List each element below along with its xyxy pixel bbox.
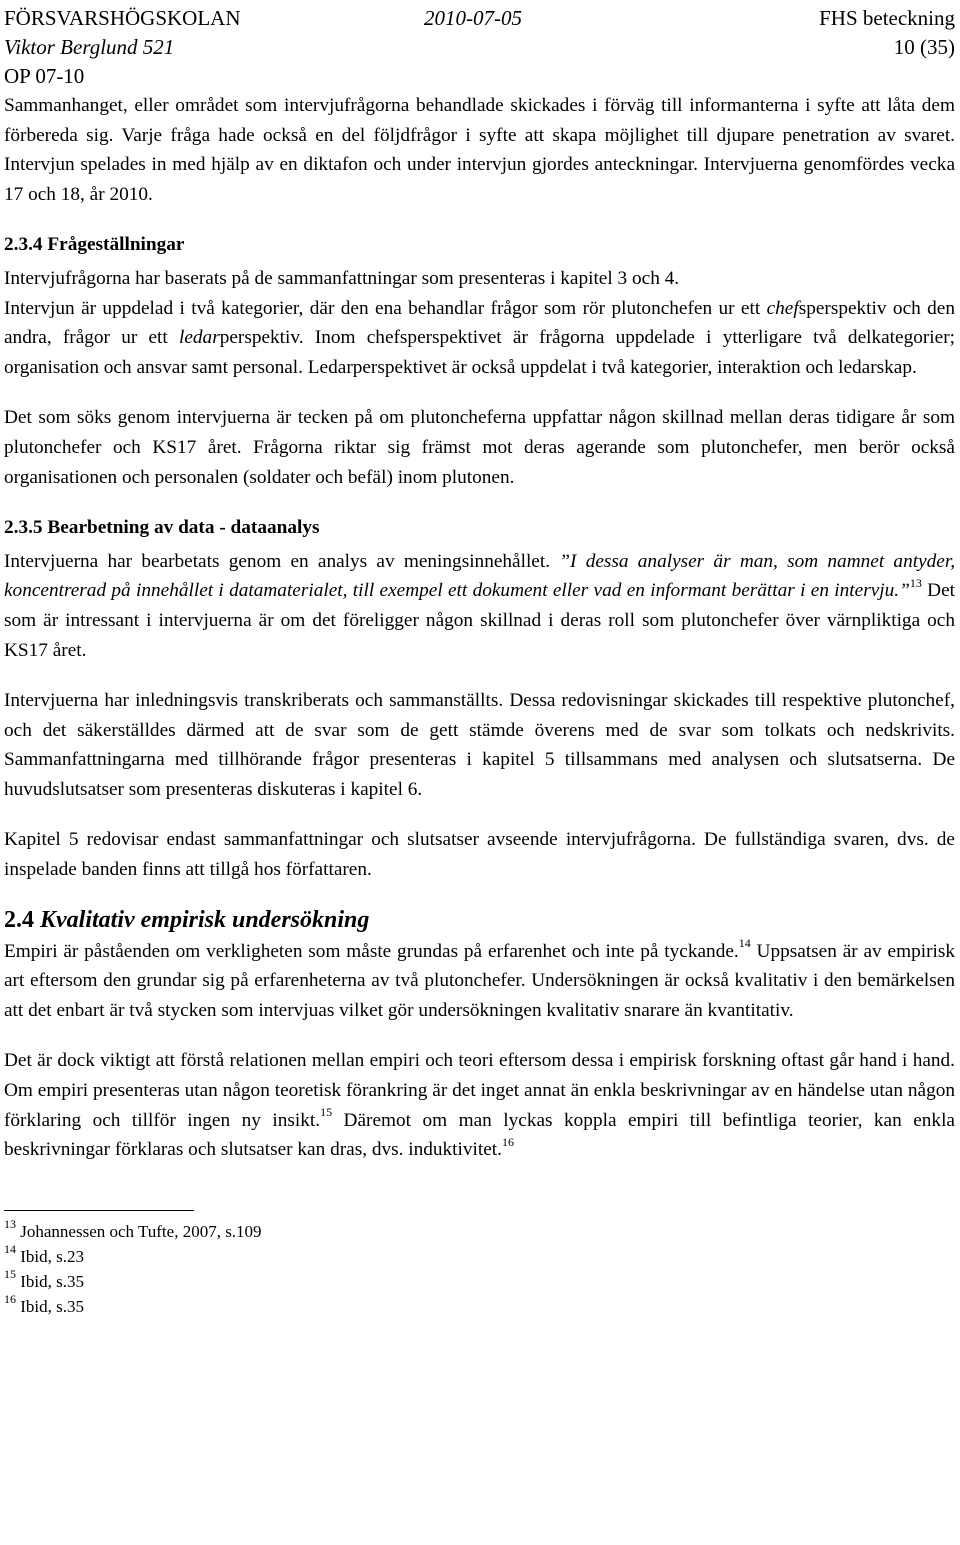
header-course: OP 07-10 bbox=[4, 64, 85, 88]
footnotes bbox=[4, 1219, 955, 1319]
paragraph-empiri-teori: Det är dock viktigt att förstå relationen mellan empiri och teori eftersom dessa i empirisk forskning oftast går hand i hand. Om empiri presenteras utan någon teoretisk förankring är det inget annat än enkla beskrivningar av en händelse utan någon förklaring och tillför ingen ny insikt.$^{15}$ Däremot om man lyckas koppla empiri till befintliga teorier, kan enkla beskrivningar förklaras och slutsatser kan dras, dvs. induktivitet.$^{16}$ bbox=[4, 1050, 955, 1161]
paragraph-interview-purpose: Det som söks genom intervjuerna är tecken på om plutoncheferna uppfattar någon skillnad mellan deras tidigare år som plutonchefer och KS17 året. Frågorna riktar sig främst mot deras agerande som plutonchefer, men berör också organisationen och personalen (soldater och befäl) inom plutonen. bbox=[4, 407, 955, 488]
header-page-number: 10 (35) bbox=[893, 35, 955, 59]
header-school: FÖRSVARSHÖGSKOLAN bbox=[4, 6, 241, 30]
footnote-ref-14[interactable]: 14 bbox=[738, 936, 751, 951]
quote-analysis: ”I dessa analyser är man, som namnet antyder, koncentrerad på innehållet i datamaterialet, till exempel ett dokument eller vad en informant berättar i en intervju.” bbox=[4, 550, 956, 602]
paragraph-interview-categories: Intervjun är uppdelad i två kategorier, där den ena behandlar frågor som rör plutonchefen ur ett chefsperspektiv och den andra, frågor ur ett ledarperspektiv. Inom chefsperspektivet är frågorna uppdelade i ytterligare två delkategorier; organisation och ansvar samt personal. Ledarperspektivet är också uppdelat i två kategorier, interaktion och ledarskap. bbox=[4, 297, 955, 378]
footnote-ref-13[interactable]: 13 bbox=[909, 575, 922, 590]
heading-2-3-4: 2.3.4 Frågeställningar bbox=[4, 234, 185, 256]
paragraph-data-analysis: Intervjuerna har bearbetats genom en analys av meningsinnehållet. ”I dessa analyser är man, som namnet antyder, koncentrerad på innehållet i datamaterialet, till exempel ett dokument eller vad en informant berättar i en intervju.”$^{13}$ Det som är intressant i intervjuerna är om det föreligger någon skillnad i deras roll som plutonchefer över värnpliktiga och KS17 året. bbox=[4, 550, 956, 661]
footnote-separator bbox=[4, 1210, 194, 1211]
footnote-ref-16[interactable]: 16 bbox=[502, 1134, 514, 1149]
footnote-ref-15[interactable]: 15 bbox=[320, 1105, 333, 1120]
page-header-row-2 bbox=[4, 33, 955, 62]
footnote-15: $^{15}$ Ibid, s.35 bbox=[4, 1267, 84, 1291]
page-header-row-3 bbox=[4, 62, 955, 91]
footnote-13: $^{13}$ Johannessen och Tufte, 2007, s.109 bbox=[4, 1217, 262, 1241]
page-header-row-1 bbox=[4, 4, 955, 33]
header-date: 2010-07-05 bbox=[424, 6, 522, 30]
footnote-16: $^{16}$ Ibid, s.35 bbox=[4, 1292, 84, 1316]
emphasis-chef: chef bbox=[766, 297, 799, 319]
paragraph-chapter-5: Kapitel 5 redovisar endast sammanfattningar och slutsatser avseende intervjufrågorna. De fullständiga svaren, dvs. de inspelade banden finns att tillgå hos författaren. bbox=[4, 829, 955, 881]
footnote-14: $^{14}$ Ibid, s.23 bbox=[4, 1242, 84, 1266]
document-page bbox=[4, 4, 955, 1319]
emphasis-ledar: ledar bbox=[179, 327, 220, 349]
paragraph-interview-preparation: Sammanhanget, eller området som intervjufrågorna behandlade skickades i förväg till informanterna i syfte att låta dem förbereda sig. Varje fråga hade också en del följdfrågor i syfte att skapa möjlighet till djupare penetration av svaret. Intervjun spelades in med hjälp av en diktafon och under intervjun gjordes anteckningar. Intervjuerna genomfördes vecka 17 och 18, år 2010. bbox=[4, 95, 955, 205]
heading-2-3-5: 2.3.5 Bearbetning av data - dataanalys bbox=[4, 517, 320, 539]
heading-2-4: 2.4 Kvalitativ empirisk undersökning bbox=[4, 906, 370, 933]
paragraph-transcription: Intervjuerna har inledningsvis transkriberats och sammanställts. Dessa redovisningar skickades till respektive plutonchef, och det säkerställdes därmed att de svar som de gett stämde överens med de svar som tolkats och nedskrivits. Sammanfattningarna med tillhörande frågor presenteras i kapitel 5 tillsammans med analysen och slutsatserna. De huvudslutsatser som presenteras diskuteras i kapitel 6. bbox=[4, 690, 955, 800]
header-author: Viktor Berglund 521 bbox=[4, 35, 175, 59]
paragraph-empiri: Empiri är påståenden om verkligheten som måste grundas på erfarenhet och inte på tyckande.$^{14}$ Uppsatsen är av empirisk art eftersom den grundar sig på erfarenheterna av två plutonchefer. Undersökningen är också kvalitativ i den bemärkelsen att det enbart är två stycken som intervjuas vilket gör undersökningen kvalitativ snarare än kvantitativ. bbox=[4, 936, 955, 1021]
paragraph-question-basis: Intervjufrågorna har baserats på de sammanfattningar som presenteras i kapitel 3 och 4. bbox=[4, 267, 680, 289]
header-doc-type: FHS beteckning bbox=[819, 6, 955, 30]
